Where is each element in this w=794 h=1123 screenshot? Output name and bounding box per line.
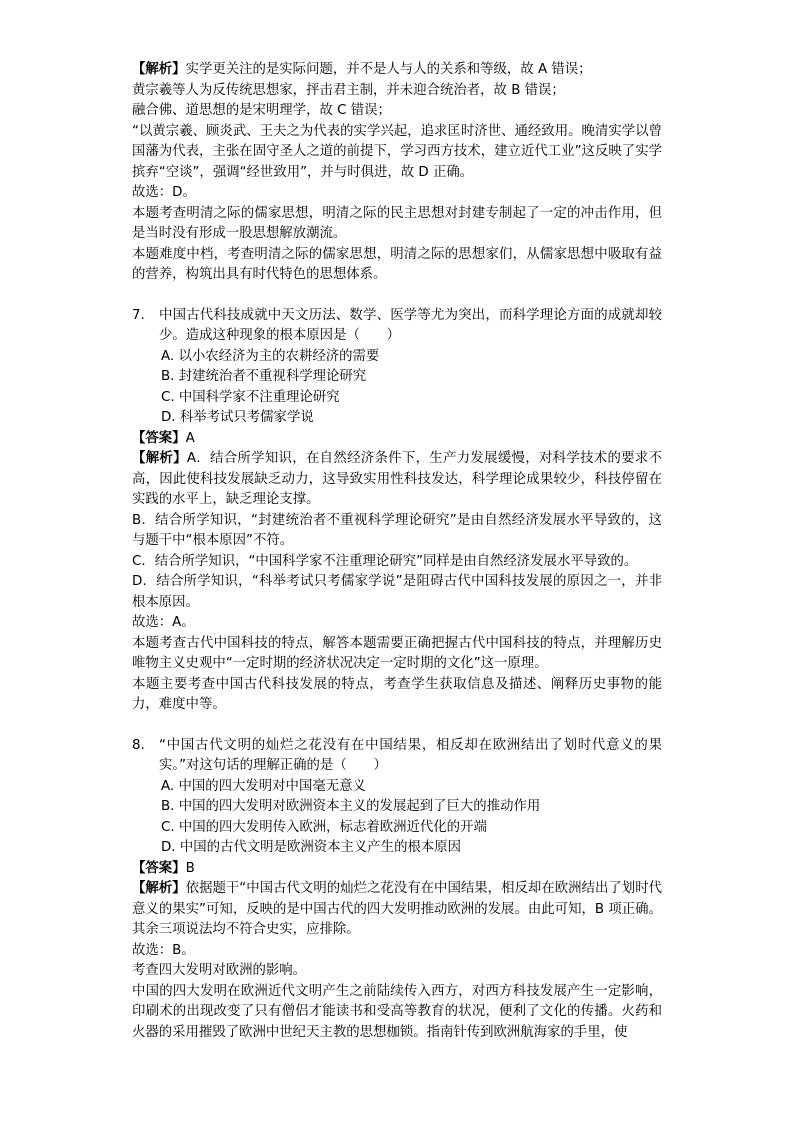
question-7 [132,306,662,347]
option-b: B. 封建统治者不重视科学理论研究 [161,369,367,384]
option-b: B. 中国的四大发明对欧洲资本主义的发展起到了巨大的推动作用 [161,799,541,814]
spacer [132,286,662,306]
question-number: 7. [132,307,145,323]
analysis-line: “以黄宗羲、顾炎武、王夫之为代表的实学兴起，追求匡时济世、通经致用。晚清实学以曾国藩为代表，主张在固守圣人之道的前提下，学习西方技术，建立近代工业”这反映了实学摈弃“空谈”，强调“经世致用”，并与时俱进，故 D 正确。 [132,123,662,180]
option-d: D. 中国的古代文明是欧洲资本主义产生的根本原因 [161,840,462,855]
analysis-line: 中国的四大发明在欧洲近代文明产生之前陆续传入西方，对西方科技发展产生一定影响，印刷术的出现改变了只有僧侣才能读书和受高等教育的状况，便利了文化的传播。火药和火器的采用摧毁了欧洲中世纪天主教的思想枷锁。指南针传到欧洲航海家的手里，使 [132,983,662,1040]
analysis-line: 本题难度中档，考查明清之际的儒家思想，明清之际的思想家们，从儒家思想中吸取有益的营养，构筑出具有时代特色的思想体系。 [132,246,662,282]
option-c: C. 中国科学家不注重理论研究 [161,389,340,405]
analysis-line: 本题主要考查中国古代科技发展的特点，考查学生获取信息及描述、阐释历史事物的能力，难度中等。 [132,676,662,712]
analysis-line: 黄宗羲等人为反传统思想家，抨击君主制，并未迎合统治者，故 B 错误； [132,82,565,98]
document-content [132,60,662,1043]
option-a: A. 以小农经济为主的农耕经济的需要 [161,348,380,364]
answer-tag: 【答案】 [132,430,186,446]
analysis-line: 故选：A。 [132,615,195,630]
analysis-line: B．结合所学知识，“封建统治者不重视科学理论研究”是由自然经济发展水平导致的，这与题干中“根本原因”不符。 [132,512,662,548]
analysis-line: 融合佛、道思想的是宋明理学，故 C 错误； [132,103,391,118]
analysis-paragraph [132,449,662,511]
analysis-line: D．结合所学知识，“科举考试只考儒家学说”是阻碍古代中国科技发展的原因之一，并非根本原因。 [132,574,662,610]
answer-tag: 【答案】 [132,860,186,876]
analysis-paragraph [132,60,662,81]
answer-value: A [185,430,195,446]
question-8 [132,736,662,777]
analysis-tag: 【解析】 [132,62,186,77]
analysis-line: C．结合所学知识，“中国科学家不注重理论研究”同样是由自然经济发展水平导致的。 [132,553,638,569]
option-a: A. 中国的四大发明对中国毫无意义 [161,778,366,794]
analysis-text: A．结合所学知识，在自然经济条件下，生产力发展缓慢，对科学技术的要求不高，因此使科技发展缺乏动力，这导致实用性科技发达，科学理论成果较少，科技停留在实践的水平上，缺乏理论支撑。 [132,451,662,507]
analysis-text: 依据题干“中国古代文明的灿烂之花没有在中国结果，相反却在欧洲结出了划时代意义的果实”可知，反映的是中国古代的四大发明推动欧洲的发展。由此可知，B 项正确。其余三项说法均不符合史实，应排除。 [132,881,663,937]
analysis-line: 本题考查古代中国科技的特点，解答本题需要正确把握古代中国科技的特点，并理解历史唯物主义史观中“一定时期的经济状况决定一定时期的文化”这一原理。 [132,635,662,671]
analysis-line: 故选：D。 [132,185,196,200]
analysis-paragraph [132,879,662,941]
option-c: C. 中国的四大发明传入欧洲，标志着欧洲近代化的开端 [161,819,487,835]
answer-value: B [185,860,195,876]
option-d: D. 科举考试只考儒家学说 [161,410,314,425]
answer-line [132,859,662,880]
analysis-text: 实学更关注的是实际问题，并不是人与人的关系和等级，故 A 错误； [185,62,592,77]
analysis-line: 考查四大发明对欧洲的影响。 [132,963,307,978]
answer-line [132,429,662,450]
analysis-line: 本题考查明清之际的儒家思想，明清之际的民主思想对封建专制起了一定的冲击作用，但是当时没有形成一股思想解放潮流。 [132,205,662,241]
question-stem: “中国古代文明的灿烂之花没有在中国结果，相反却在欧洲结出了划时代意义的果实。”对这句话的理解正确的是（ ） [159,737,662,773]
analysis-line: 故选：B。 [132,942,195,958]
spacer [132,716,662,736]
question-number: 8. [132,737,145,753]
analysis-tag: 【解析】 [132,881,186,896]
question-stem: 中国古代科技成就中天文历法、数学、医学等尤为突出，而科学理论方面的成就却较少。造成这种现象的根本原因是（ ） [159,307,662,343]
analysis-tag: 【解析】 [132,451,187,466]
